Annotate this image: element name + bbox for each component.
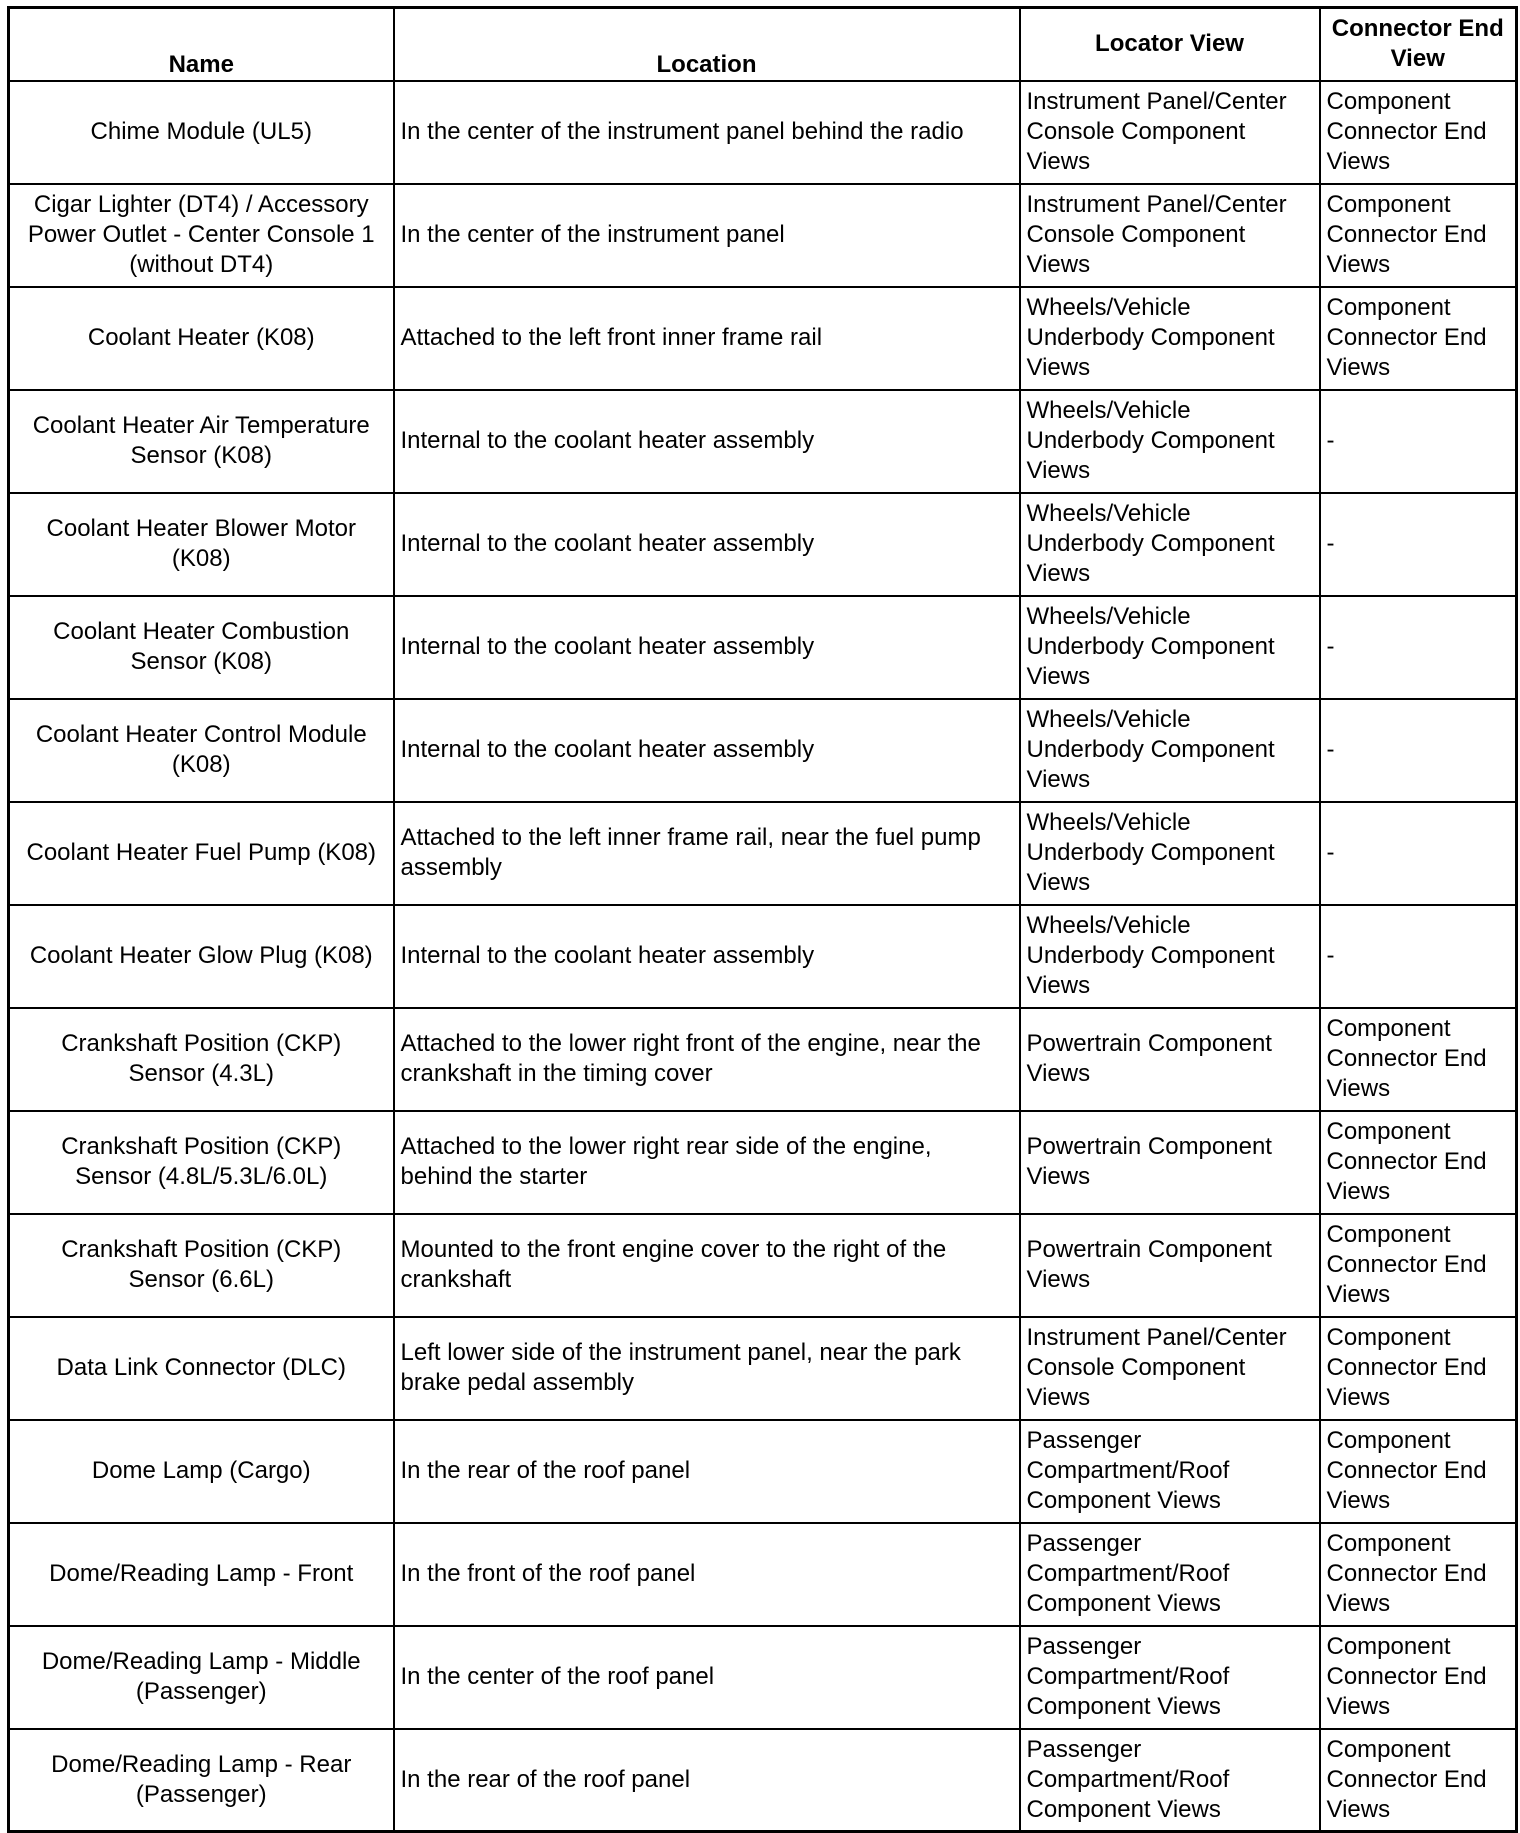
cell-connector-end-view: - [1320,802,1517,905]
table-row [9,1626,1517,1729]
cell-connector-end-view: Component Connector End Views [1320,1214,1517,1317]
cell-connector-end-view: Component Connector End Views [1320,184,1517,287]
cell-name: Coolant Heater Fuel Pump (K08) [9,802,394,905]
cell-name: Crankshaft Position (CKP) Sensor (4.8L/5.3L/6.0L) [9,1111,394,1214]
cell-locator-view: Instrument Panel/Center Console Component Views [1020,1317,1320,1420]
cell-locator-view: Wheels/Vehicle Underbody Component Views [1020,802,1320,905]
cell-name: Coolant Heater Control Module (K08) [9,699,394,802]
cell-locator-view: Wheels/Vehicle Underbody Component Views [1020,390,1320,493]
table-row [9,1317,1517,1420]
cell-connector-end-view: Component Connector End Views [1320,1111,1517,1214]
table-row [9,390,1517,493]
cell-connector-end-view: Component Connector End Views [1320,1626,1517,1729]
cell-name: Chime Module (UL5) [9,81,394,184]
table-row [9,1214,1517,1317]
cell-location: Mounted to the front engine cover to the right of the crankshaft [394,1214,1020,1317]
table-row [9,287,1517,390]
cell-locator-view: Instrument Panel/Center Console Component Views [1020,81,1320,184]
component-locator-table [7,6,1518,1833]
cell-location: Internal to the coolant heater assembly [394,493,1020,596]
cell-connector-end-view: - [1320,905,1517,1008]
cell-location: Internal to the coolant heater assembly [394,390,1020,493]
table-header-row [9,8,1517,81]
table-row [9,81,1517,184]
cell-location: Attached to the lower right rear side of the engine, behind the starter [394,1111,1020,1214]
cell-connector-end-view: Component Connector End Views [1320,287,1517,390]
table-row [9,699,1517,802]
cell-connector-end-view: Component Connector End Views [1320,81,1517,184]
table-row [9,596,1517,699]
table-row [9,1729,1517,1832]
cell-connector-end-view: - [1320,596,1517,699]
cell-name: Dome Lamp (Cargo) [9,1420,394,1523]
cell-location: Internal to the coolant heater assembly [394,596,1020,699]
cell-connector-end-view: Component Connector End Views [1320,1729,1517,1832]
cell-location: In the front of the roof panel [394,1523,1020,1626]
cell-name: Coolant Heater Air Temperature Sensor (K08) [9,390,394,493]
cell-location: In the center of the instrument panel [394,184,1020,287]
table-row [9,1523,1517,1626]
cell-connector-end-view: Component Connector End Views [1320,1317,1517,1420]
table-row [9,1111,1517,1214]
cell-location: In the rear of the roof panel [394,1729,1020,1832]
cell-locator-view: Powertrain Component Views [1020,1111,1320,1214]
cell-connector-end-view: Component Connector End Views [1320,1008,1517,1111]
table-row [9,184,1517,287]
cell-location: In the center of the roof panel [394,1626,1020,1729]
table-row [9,905,1517,1008]
cell-name: Coolant Heater (K08) [9,287,394,390]
cell-connector-end-view: Component Connector End Views [1320,1420,1517,1523]
cell-locator-view: Wheels/Vehicle Underbody Component Views [1020,287,1320,390]
header-location: Location [394,8,1020,81]
cell-name: Crankshaft Position (CKP) Sensor (4.3L) [9,1008,394,1111]
cell-connector-end-view: - [1320,493,1517,596]
cell-name: Coolant Heater Combustion Sensor (K08) [9,596,394,699]
cell-locator-view: Wheels/Vehicle Underbody Component Views [1020,905,1320,1008]
header-connector-end-view: Connector End View [1320,8,1517,81]
cell-location: Internal to the coolant heater assembly [394,905,1020,1008]
cell-locator-view: Passenger Compartment/Roof Component Views [1020,1420,1320,1523]
cell-location: In the rear of the roof panel [394,1420,1020,1523]
cell-name: Dome/Reading Lamp - Front [9,1523,394,1626]
cell-connector-end-view: - [1320,390,1517,493]
cell-name: Dome/Reading Lamp - Rear (Passenger) [9,1729,394,1832]
table-row [9,493,1517,596]
cell-location: In the center of the instrument panel behind the radio [394,81,1020,184]
header-locator-view: Locator View [1020,8,1320,81]
cell-connector-end-view: Component Connector End Views [1320,1523,1517,1626]
cell-name: Coolant Heater Glow Plug (K08) [9,905,394,1008]
cell-location: Attached to the left front inner frame rail [394,287,1020,390]
table-row [9,1008,1517,1111]
cell-name: Dome/Reading Lamp - Middle (Passenger) [9,1626,394,1729]
cell-location: Attached to the left inner frame rail, near the fuel pump assembly [394,802,1020,905]
table-row [9,802,1517,905]
cell-locator-view: Wheels/Vehicle Underbody Component Views [1020,596,1320,699]
cell-connector-end-view: - [1320,699,1517,802]
cell-locator-view: Wheels/Vehicle Underbody Component Views [1020,493,1320,596]
cell-name: Data Link Connector (DLC) [9,1317,394,1420]
cell-locator-view: Passenger Compartment/Roof Component Views [1020,1729,1320,1832]
cell-name: Crankshaft Position (CKP) Sensor (6.6L) [9,1214,394,1317]
cell-location: Attached to the lower right front of the engine, near the crankshaft in the timing cover [394,1008,1020,1111]
cell-name: Cigar Lighter (DT4) / Accessory Power Outlet - Center Console 1 (without DT4) [9,184,394,287]
cell-name: Coolant Heater Blower Motor (K08) [9,493,394,596]
cell-locator-view: Passenger Compartment/Roof Component Views [1020,1626,1320,1729]
cell-location: Left lower side of the instrument panel, near the park brake pedal assembly [394,1317,1020,1420]
cell-locator-view: Wheels/Vehicle Underbody Component Views [1020,699,1320,802]
table-row [9,1420,1517,1523]
cell-location: Internal to the coolant heater assembly [394,699,1020,802]
cell-locator-view: Powertrain Component Views [1020,1214,1320,1317]
cell-locator-view: Instrument Panel/Center Console Component Views [1020,184,1320,287]
cell-locator-view: Powertrain Component Views [1020,1008,1320,1111]
header-name: Name [9,8,394,81]
cell-locator-view: Passenger Compartment/Roof Component Views [1020,1523,1320,1626]
